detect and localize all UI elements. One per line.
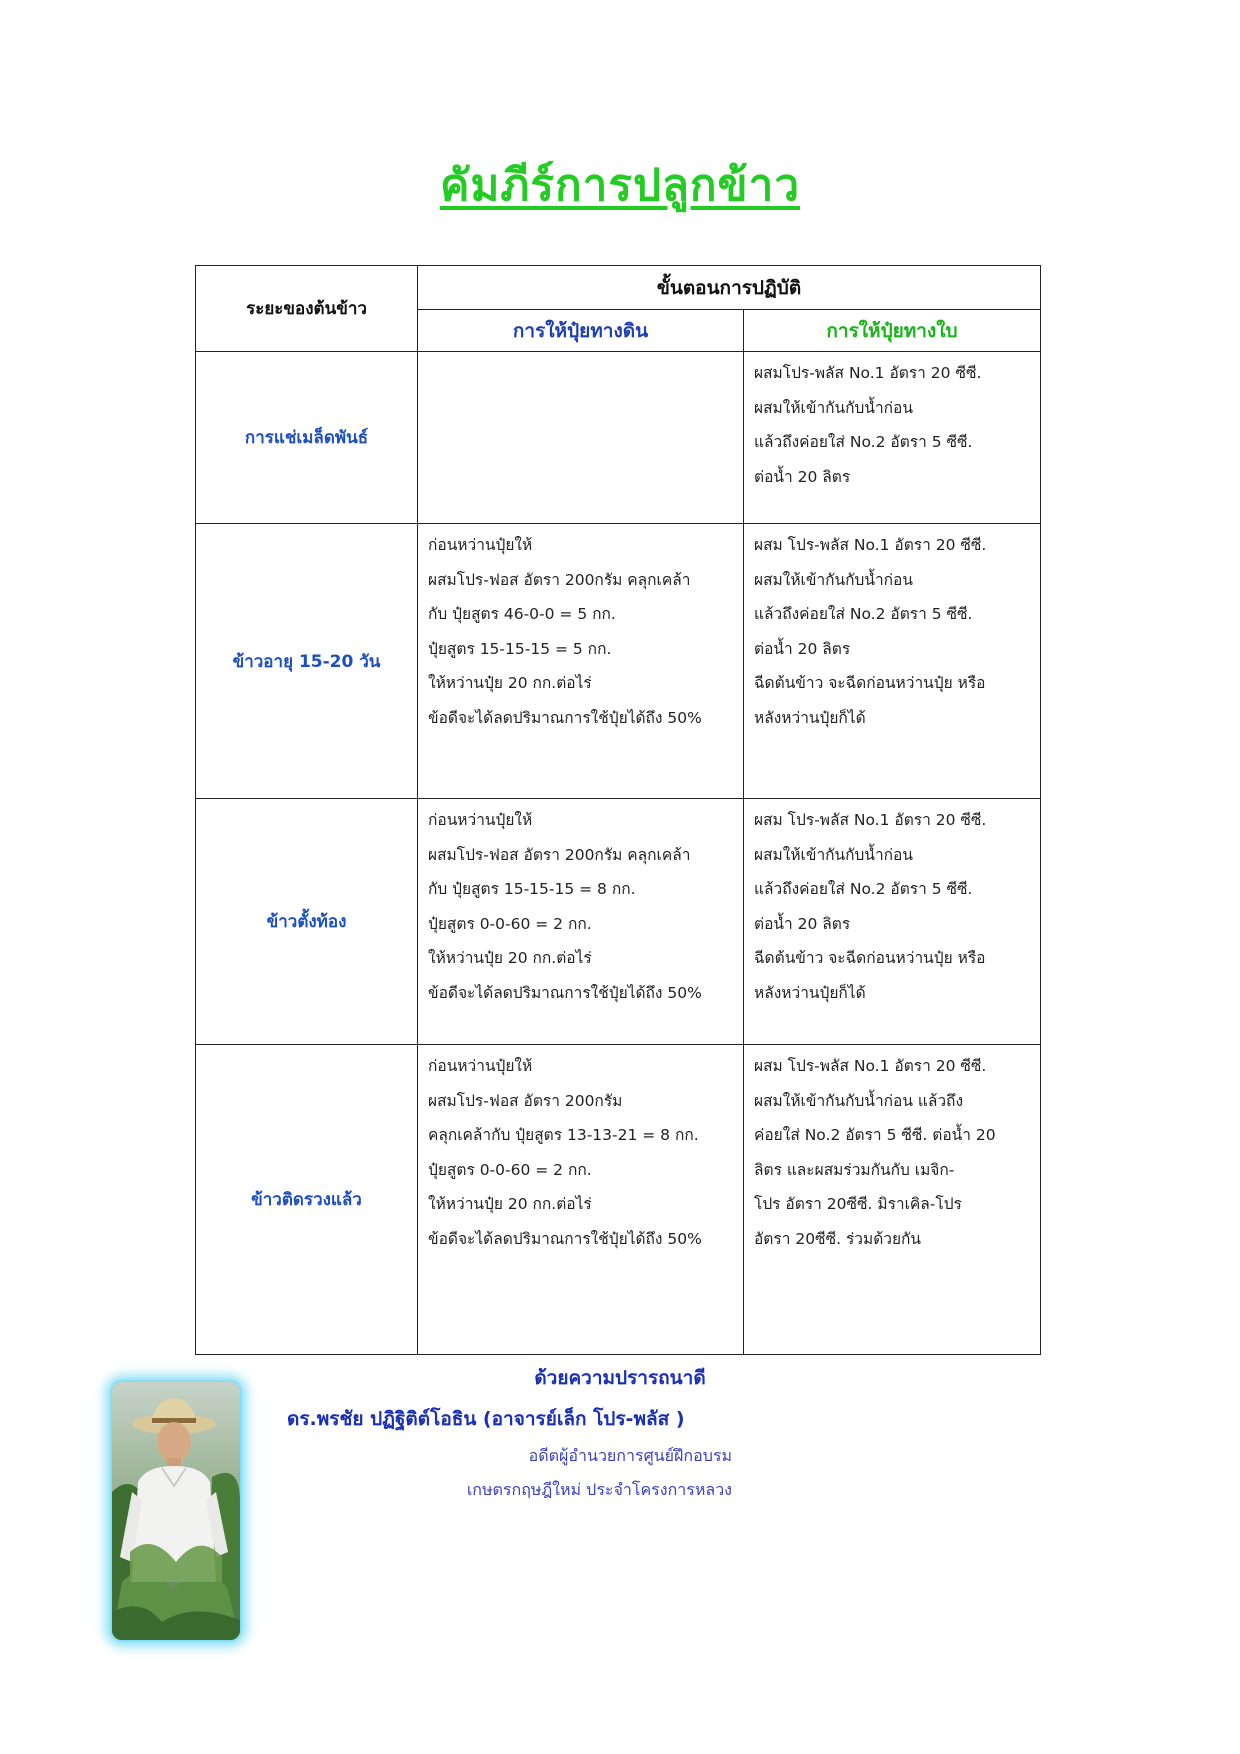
instruction-line: โปร อัตรา 20ซีซี. มิราเคิล-โปร — [754, 1195, 962, 1213]
stage-label: ข้าวตั้งท้อง — [196, 799, 418, 1045]
instruction-line: ลิตร และผสมร่วมกันกับ เมจิก- — [754, 1160, 955, 1179]
instruction-line: ค่อยใส่ No.2 อัตรา 5 ซีซี. ต่อน้ำ 20 — [754, 1126, 996, 1144]
leaf-fertilizer-header: การให้ปุ๋ยทางใบ — [744, 310, 1041, 352]
soil-instructions — [418, 799, 744, 1045]
leaf-instructions — [744, 352, 1041, 524]
instruction-line: ผสมให้เข้ากันกับน้ำก่อน — [754, 845, 913, 864]
stage-label: การแช่เมล็ดพันธ์ — [196, 352, 418, 524]
instruction-line: ผสมให้เข้ากันกับน้ำก่อน แล้วถึง — [754, 1091, 964, 1110]
table-row — [196, 524, 1041, 799]
document-title: คัมภีร์การปลูกข้าว — [439, 160, 801, 211]
instruction-line: ต่อน้ำ 20 ลิตร — [754, 639, 851, 658]
table-row — [196, 1045, 1041, 1355]
instruction-line: ผสม โปร-พลัส No.1 อัตรา 20 ซีซี. — [754, 536, 987, 554]
author-photo — [112, 1382, 240, 1640]
instruction-line: ปุ๋ยสูตร 0-0-60 = 2 กก. — [428, 914, 592, 933]
stage-label: ข้าวติดรวงแล้ว — [196, 1045, 418, 1355]
leaf-instructions — [744, 799, 1041, 1045]
signature-position-line1: อดีตผู้อำนวยการศูนย์ฝึกอบรม — [528, 1446, 732, 1465]
soil-instructions — [418, 1045, 744, 1355]
instruction-line: แล้วถึงค่อยใส่ No.2 อัตรา 5 ซีซี. — [754, 433, 973, 451]
table-row — [196, 799, 1041, 1045]
stage-label: ข้าวอายุ 15-20 วัน — [196, 524, 418, 799]
instruction-line: ให้หว่านปุ๋ย 20 กก.ต่อไร่ — [428, 949, 592, 967]
instruction-line: ผสม โปร-พลัส No.1 อัตรา 20 ซีซี. — [754, 811, 987, 829]
instruction-line: ก่อนหว่านปุ๋ยให้ — [428, 811, 533, 829]
instruction-line: คลุกเคล้ากับ ปุ๋ยสูตร 13-13-21 = 8 กก. — [428, 1126, 699, 1144]
signature-greeting: ด้วยความปรารถนาดี — [534, 1367, 706, 1389]
rice-planting-table — [195, 265, 1041, 1355]
instruction-line: ข้อดีจะได้ลดปริมาณการใช้ปุ๋ยได้ถึง 50% — [428, 708, 702, 727]
instruction-line: ข้อดีจะได้ลดปริมาณการใช้ปุ๋ยได้ถึง 50% — [428, 983, 702, 1002]
instruction-line: แล้วถึงค่อยใส่ No.2 อัตรา 5 ซีซี. — [754, 880, 973, 898]
soil-instructions — [418, 352, 744, 524]
instruction-line: ผสมโปร-ฟอส อัตรา 200กรัม — [428, 1091, 623, 1110]
instruction-line: กับ ปุ๋ยสูตร 46-0-0 = 5 กก. — [428, 605, 616, 623]
instruction-line: แล้วถึงค่อยใส่ No.2 อัตรา 5 ซีซี. — [754, 605, 973, 623]
instruction-line: อัตรา 20ซีซี. ร่วมด้วยกัน — [754, 1229, 922, 1248]
leaf-instructions — [744, 1045, 1041, 1355]
signature-position-line2: เกษตรกฤษฎีใหม่ ประจำโครงการหลวง — [466, 1480, 732, 1499]
table-row — [196, 352, 1041, 524]
soil-instructions — [418, 524, 744, 799]
stage-column-header: ระยะของต้นข้าว — [196, 266, 418, 352]
instruction-line: ผสมโปร-ฟอส อัตรา 200กรัม คลุกเคล้า — [428, 570, 691, 589]
signature-name: ดร.พรชัย ปฏิฐิติต์โอธิน (อาจารย์เล็ก โปร-พลัส ) — [287, 1408, 685, 1430]
instruction-line: ผสมให้เข้ากันกับน้ำก่อน — [754, 398, 913, 417]
instruction-line: ผสมโปร-ฟอส อัตรา 200กรัม คลุกเคล้า — [428, 845, 691, 864]
instruction-line: ฉีดต้นข้าว จะฉีดก่อนหว่านปุ๋ย หรือ — [754, 674, 986, 692]
leaf-instructions — [744, 524, 1041, 799]
instruction-line: กับ ปุ๋ยสูตร 15-15-15 = 8 กก. — [428, 880, 636, 898]
instruction-line: ข้อดีจะได้ลดปริมาณการใช้ปุ๋ยได้ถึง 50% — [428, 1229, 702, 1248]
instruction-line: ก่อนหว่านปุ๋ยให้ — [428, 1057, 533, 1075]
instruction-line: ให้หว่านปุ๋ย 20 กก.ต่อไร่ — [428, 674, 592, 692]
instruction-line: ต่อน้ำ 20 ลิตร — [754, 914, 851, 933]
instruction-line: ต่อน้ำ 20 ลิตร — [754, 467, 851, 486]
instruction-line: ผสมโปร-พลัส No.1 อัตรา 20 ซีซี. — [754, 364, 982, 382]
instruction-line: ปุ๋ยสูตร 15-15-15 = 5 กก. — [428, 639, 612, 658]
instruction-line: ฉีดต้นข้าว จะฉีดก่อนหว่านปุ๋ย หรือ — [754, 949, 986, 967]
instruction-line: หลังหว่านปุ๋ยก็ได้ — [754, 708, 866, 727]
practice-column-header: ขั้นตอนการปฏิบัติ — [418, 266, 1041, 310]
instruction-line: ผสมให้เข้ากันกับน้ำก่อน — [754, 570, 913, 589]
instruction-line: ปุ๋ยสูตร 0-0-60 = 2 กก. — [428, 1160, 592, 1179]
instruction-line: ก่อนหว่านปุ๋ยให้ — [428, 536, 533, 554]
instruction-line: ผสม โปร-พลัส No.1 อัตรา 20 ซีซี. — [754, 1057, 987, 1075]
instruction-line: ให้หว่านปุ๋ย 20 กก.ต่อไร่ — [428, 1195, 592, 1213]
instruction-line: หลังหว่านปุ๋ยก็ได้ — [754, 983, 866, 1002]
soil-fertilizer-header: การให้ปุ๋ยทางดิน — [418, 310, 744, 352]
